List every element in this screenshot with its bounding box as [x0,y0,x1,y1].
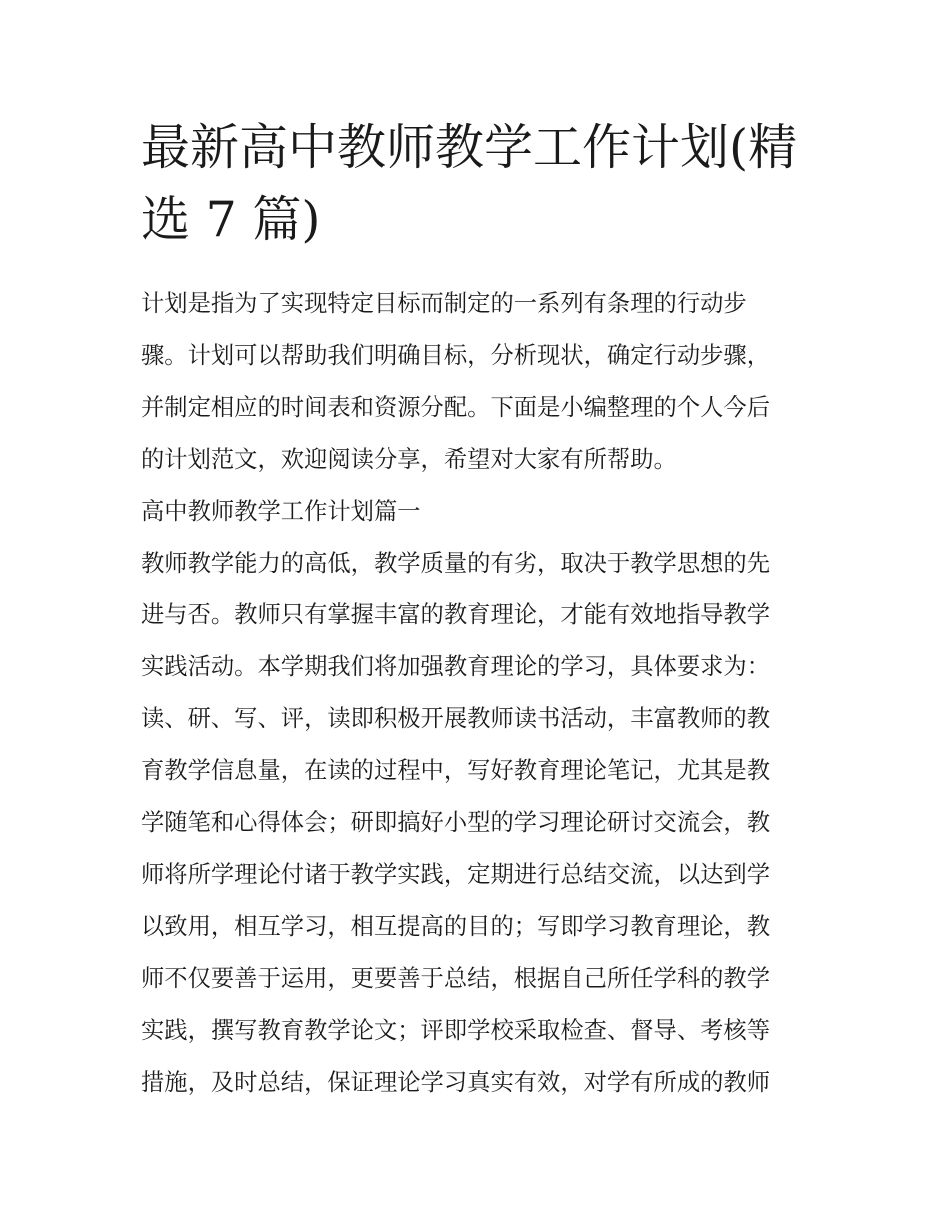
body-paragraph [141,538,813,1109]
intro-line-1: 计划是指为了实现特定目标而制定的一系列有条理的行动步 [141,290,747,317]
document-title [141,112,813,256]
section-heading: 高中教师教学工作计划篇一 [141,497,421,525]
body-line-6: 学随笔和心得体会；研即搞好小型的学习理论研讨交流会，教 [141,809,771,837]
body-line-3: 实践活动。本学期我们将加强教育理论的学习，具体要求为： [141,653,771,681]
title-line-2: 选 7 篇) [141,191,321,248]
document-content [141,112,813,1109]
body-line-11: 措施，及时总结，保证理论学习真实有效，对学有所成的教师 [141,1068,771,1096]
intro-line-2: 骤。计划可以帮助我们明确目标，分析现状，确定行动步骤， [141,341,771,369]
intro-line-3: 并制定相应的时间表和资源分配。下面是小编整理的个人今后 [141,393,771,421]
body-line-4: 读、研、写、评，读即积极开展教师读书活动，丰富教师的教 [141,705,771,733]
body-line-2: 进与否。教师只有掌握丰富的教育理论，才能有效地指导教学 [141,601,771,629]
body-line-5: 育教学信息量，在读的过程中，写好教育理论笔记，尤其是教 [141,757,771,785]
body-line-8: 以致用，相互学习，相互提高的目的；写即学习教育理论，教 [141,912,771,940]
body-line-1: 教师教学能力的高低，教学质量的有劣，取决于教学思想的先 [141,549,771,577]
intro-line-4: 的计划范文，欢迎阅读分享，希望对大家有所帮助。 [141,445,677,473]
intro-paragraph [141,278,813,486]
body-line-7: 师将所学理论付诸于教学实践，定期进行总结交流，以达到学 [141,860,771,888]
title-line-1: 最新高中教师教学工作计划(精 [141,119,798,176]
body-line-10: 实践，撰写教育教学论文；评即学校采取检查、督导、考核等 [141,1016,771,1044]
body-line-9: 师不仅要善于运用，更要善于总结，根据自己所任学科的教学 [141,964,771,992]
